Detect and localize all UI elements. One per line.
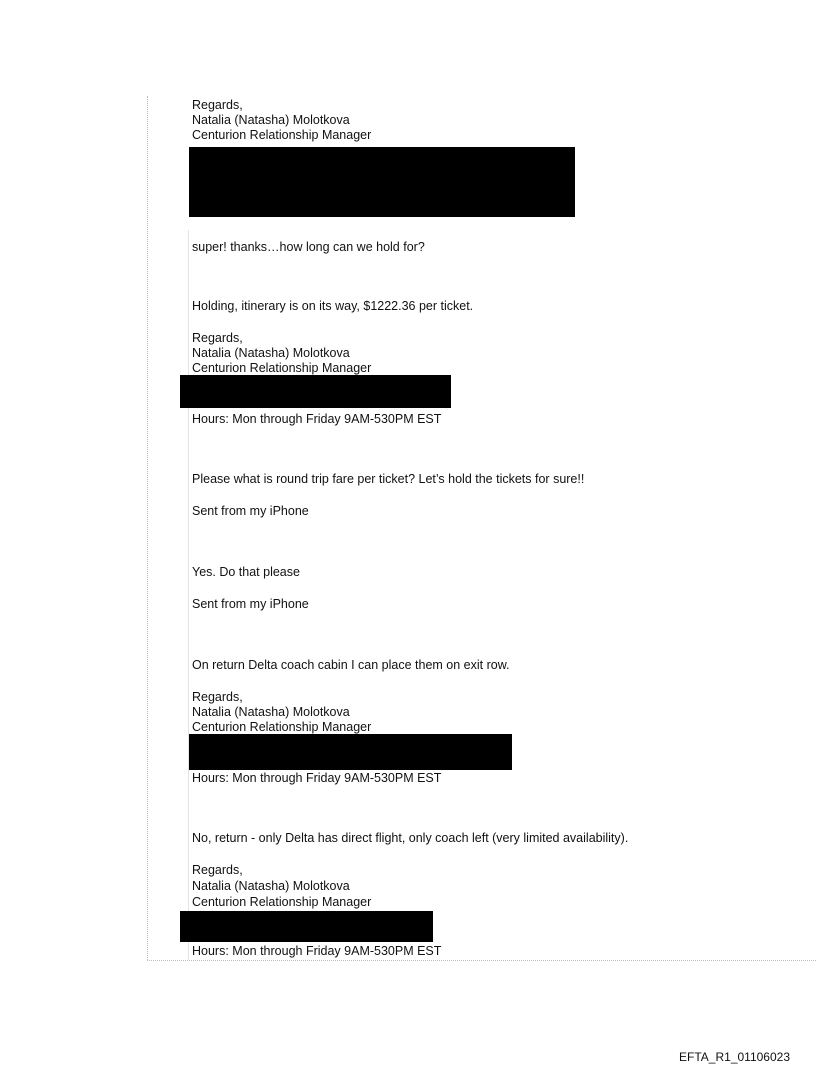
signature-name: Natalia (Natasha) Molotkova (192, 346, 350, 360)
message-text: super! thanks…how long can we hold for? (192, 240, 425, 254)
sent-from-iphone: Sent from my iPhone (192, 597, 309, 611)
redaction-block (180, 375, 451, 408)
message-text: On return Delta coach cabin I can place them on exit row. (192, 658, 510, 672)
redaction-block (180, 911, 433, 942)
signature-title: Centurion Relationship Manager (192, 720, 372, 734)
thread-inner-border (188, 230, 189, 960)
signature-regards: Regards, (192, 863, 243, 877)
message-text: Yes. Do that please (192, 565, 300, 579)
message-text: Please what is round trip fare per ticket? Let’s hold the tickets for sure!! (192, 472, 585, 486)
signature-title: Centurion Relationship Manager (192, 128, 372, 142)
signature-regards: Regards, (192, 690, 243, 704)
redaction-block (189, 734, 512, 770)
sent-from-iphone: Sent from my iPhone (192, 504, 309, 518)
signature-name: Natalia (Natasha) Molotkova (192, 705, 350, 719)
thread-left-border (147, 96, 148, 960)
redaction-block (189, 147, 575, 217)
message-text: Holding, itinerary is on its way, $1222.36 per ticket. (192, 299, 474, 313)
signature-hours: Hours: Mon through Friday 9AM-530PM EST (192, 412, 442, 426)
signature-title: Centurion Relationship Manager (192, 361, 372, 375)
signature-title: Centurion Relationship Manager (192, 895, 372, 909)
signature-name: Natalia (Natasha) Molotkova (192, 879, 350, 893)
signature-name: Natalia (Natasha) Molotkova (192, 113, 350, 127)
signature-regards: Regards, (192, 98, 243, 112)
document-id: EFTA_R1_01106023 (679, 1050, 790, 1064)
message-text: No, return - only Delta has direct flight, only coach left (very limited availability). (192, 831, 629, 845)
signature-hours: Hours: Mon through Friday 9AM-530PM EST (192, 771, 442, 785)
thread-bottom-border (147, 960, 816, 961)
signature-hours: Hours: Mon through Friday 9AM-530PM EST (192, 944, 442, 958)
signature-regards: Regards, (192, 331, 243, 345)
